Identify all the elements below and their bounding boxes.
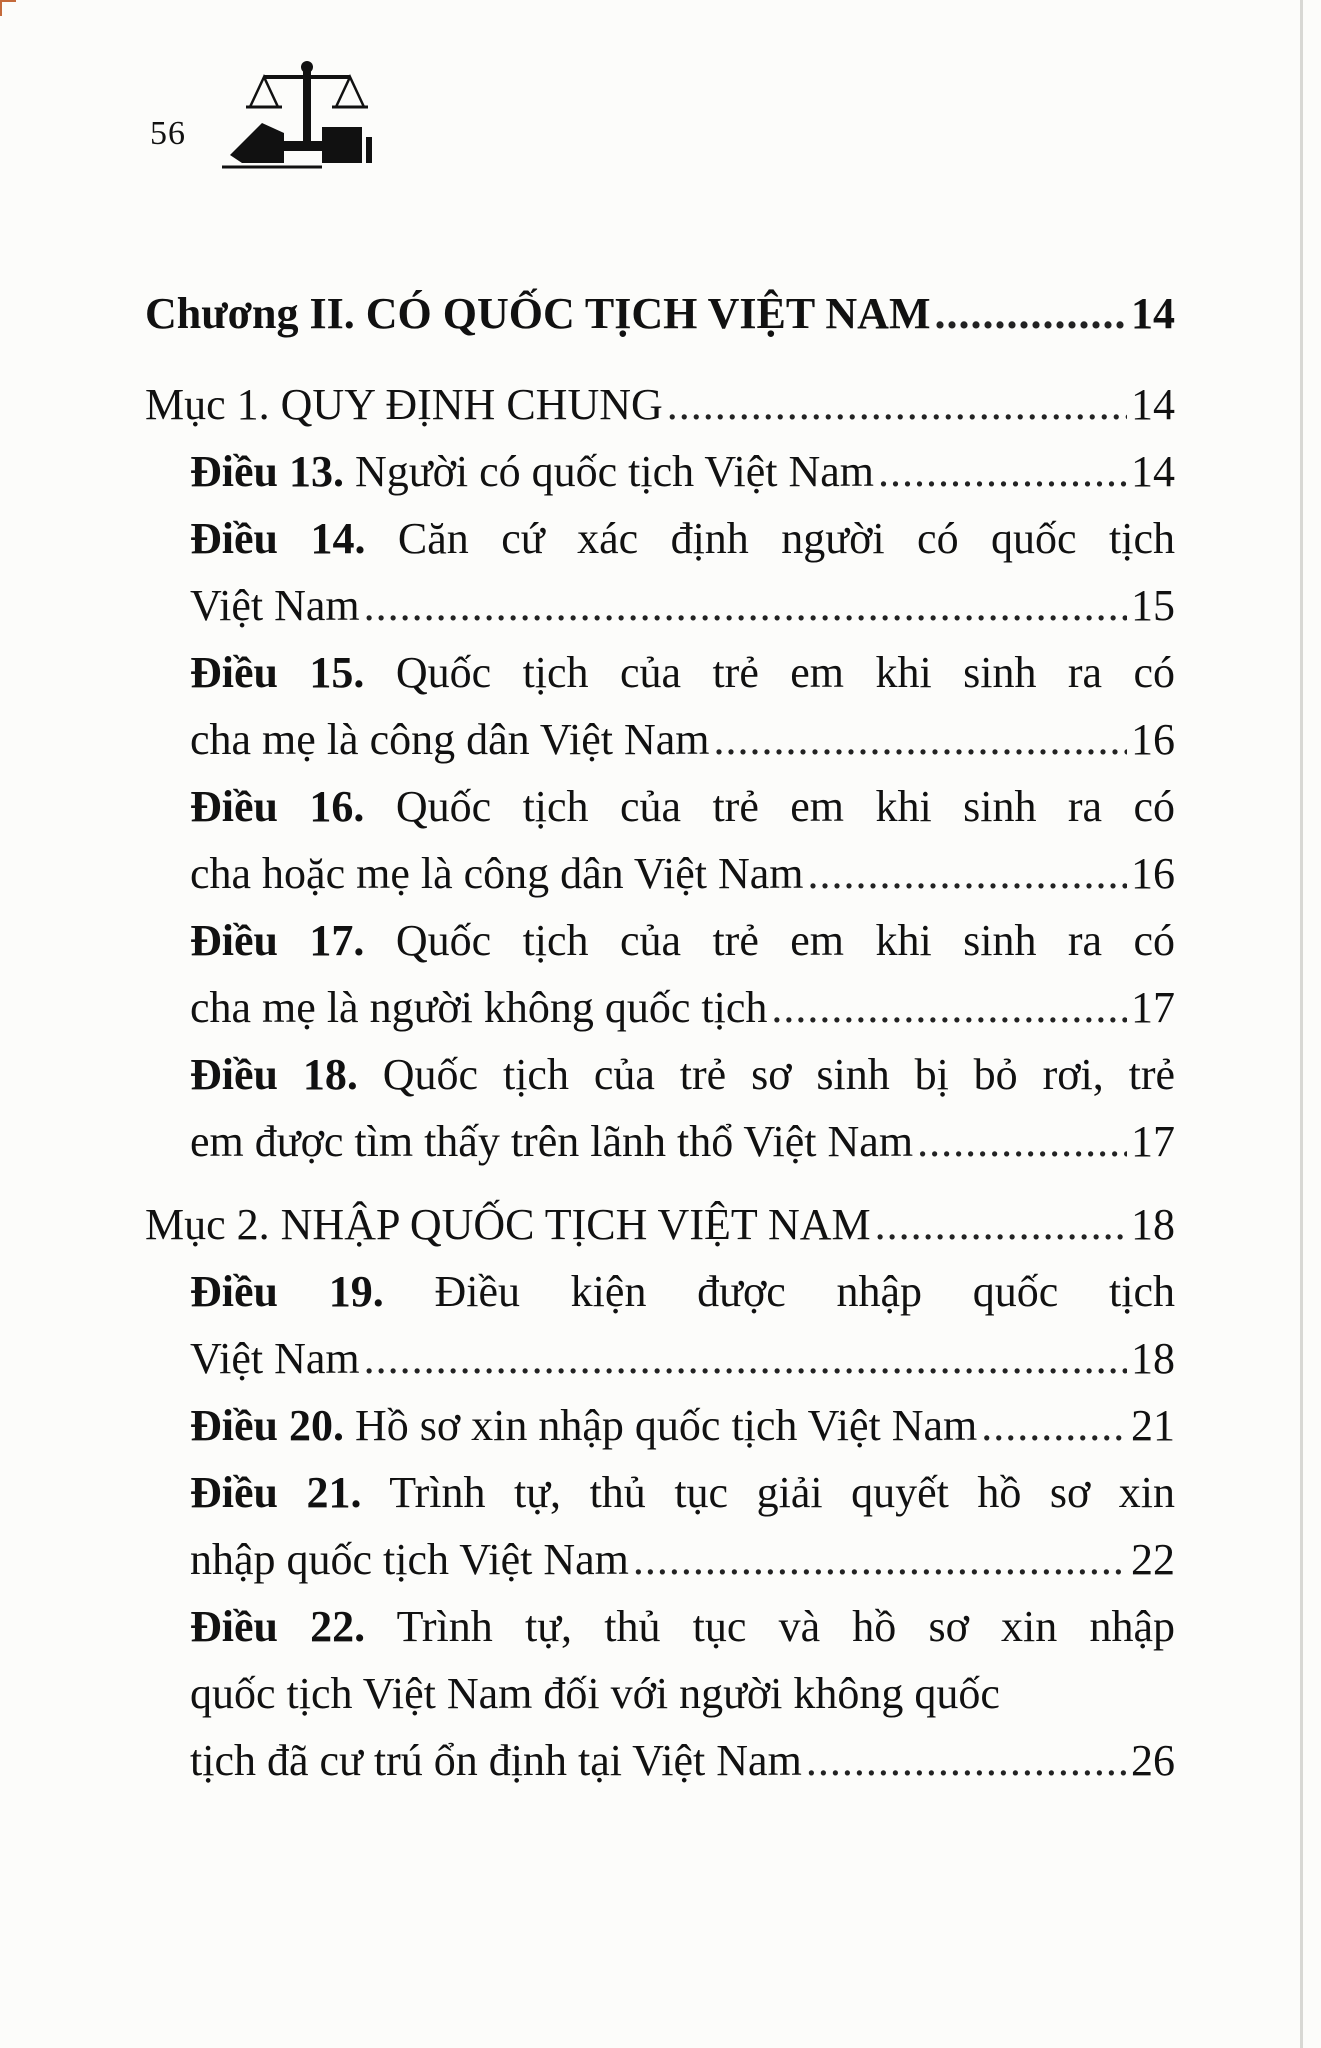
toc-article-cont (145, 572, 1175, 639)
page-number: 56 (150, 115, 186, 152)
page-edge (1300, 0, 1303, 2048)
leader-dots (935, 280, 1128, 347)
page-ref: 16 (1131, 849, 1175, 898)
page-ref: 18 (1131, 1200, 1175, 1249)
leader-dots (713, 706, 1127, 773)
toc-article-cont (145, 1526, 1175, 1593)
section-title: Mục 1. QUY ĐỊNH CHUNG (145, 380, 663, 429)
scales-of-justice-icon (222, 55, 392, 175)
leader-dots (633, 1526, 1127, 1593)
table-of-contents (145, 280, 1175, 1794)
article-number: Điều 14. (190, 514, 366, 563)
article-title-cont: Việt Nam (190, 1334, 360, 1383)
leader-dots (917, 1108, 1127, 1175)
page-ref: 14 (1131, 447, 1175, 496)
toc-article-cont (145, 1727, 1175, 1794)
leader-dots (771, 974, 1127, 1041)
toc-chapter (145, 280, 1175, 347)
toc-article-line (145, 639, 1175, 706)
article-title: Điều kiện được nhập quốc tịch (434, 1267, 1175, 1316)
toc-article-line (145, 773, 1175, 840)
article-title-cont: em được tìm thấy trên lãnh thổ Việt Nam (190, 1117, 914, 1166)
page-ref: 21 (1131, 1401, 1175, 1450)
toc-article-line (145, 1660, 1175, 1727)
section-title: Mục 2. NHẬP QUỐC TỊCH VIỆT NAM (145, 1200, 871, 1249)
page-ref: 14 (1131, 380, 1175, 429)
leader-dots (364, 1325, 1127, 1392)
article-title: Quốc tịch của trẻ em khi sinh ra có (395, 916, 1175, 965)
page-ref: 14 (1131, 289, 1175, 338)
article-title: Căn cứ xác định người có quốc tịch (397, 514, 1175, 563)
article-number: Điều 20. (190, 1401, 344, 1450)
leader-dots (878, 438, 1127, 505)
article-title-cont: tịch đã cư trú ổn định tại Việt Nam (190, 1736, 802, 1785)
article-title-cont: cha hoặc mẹ là công dân Việt Nam (190, 849, 804, 898)
article-title-cont: Việt Nam (190, 581, 360, 630)
article-number: Điều 21. (190, 1468, 362, 1517)
article-title: Hồ sơ xin nhập quốc tịch Việt Nam (355, 1401, 978, 1450)
article-title-cont: cha mẹ là công dân Việt Nam (190, 715, 710, 764)
leader-dots (981, 1392, 1127, 1459)
article-number: Điều 17. (190, 916, 365, 965)
toc-article-line (145, 1041, 1175, 1108)
leader-dots (806, 1727, 1127, 1794)
article-number: Điều 16. (190, 782, 365, 831)
toc-article-cont (145, 1325, 1175, 1392)
article-title-cont: cha mẹ là người không quốc tịch (190, 983, 768, 1032)
toc-article (145, 438, 1175, 505)
toc-article-line (145, 1459, 1175, 1526)
page-ref: 17 (1131, 1117, 1175, 1166)
leader-dots (875, 1191, 1127, 1258)
article-title: Quốc tịch của trẻ em khi sinh ra có (395, 648, 1175, 697)
page-ref: 22 (1131, 1535, 1175, 1584)
article-number: Điều 19. (190, 1267, 384, 1316)
leader-dots (364, 572, 1127, 639)
chapter-title: Chương II. CÓ QUỐC TỊCH VIỆT NAM (145, 289, 931, 338)
toc-article-line (145, 907, 1175, 974)
article-title: Quốc tịch của trẻ sơ sinh bị bỏ rơi, trẻ (382, 1050, 1176, 1099)
toc-article-cont (145, 974, 1175, 1041)
article-title: Người có quốc tịch Việt Nam (355, 447, 874, 496)
toc-section (145, 1191, 1175, 1258)
leader-dots (808, 840, 1127, 907)
article-number: Điều 13. (190, 447, 344, 496)
toc-article (145, 1392, 1175, 1459)
page-ref: 17 (1131, 983, 1175, 1032)
toc-article-cont (145, 706, 1175, 773)
article-title-cont: quốc tịch Việt Nam đối với người không quốc (190, 1669, 1000, 1718)
page-ref: 15 (1131, 581, 1175, 630)
article-title: Quốc tịch của trẻ em khi sinh ra có (395, 782, 1175, 831)
article-title: Trình tự, thủ tục và hồ sơ xin nhập (396, 1602, 1175, 1651)
article-title-cont: nhập quốc tịch Việt Nam (190, 1535, 629, 1584)
page-ref: 16 (1131, 715, 1175, 764)
toc-article-cont (145, 840, 1175, 907)
article-title: Trình tự, thủ tục giải quyết hồ sơ xin (389, 1468, 1176, 1517)
article-number: Điều 18. (190, 1050, 358, 1099)
page-ref: 18 (1131, 1334, 1175, 1383)
page-ref: 26 (1131, 1736, 1175, 1785)
article-number: Điều 15. (190, 648, 365, 697)
toc-article-line (145, 1593, 1175, 1660)
toc-article-cont (145, 1108, 1175, 1175)
article-number: Điều 22. (190, 1602, 366, 1651)
toc-article-line (145, 505, 1175, 572)
toc-article-line (145, 1258, 1175, 1325)
leader-dots (667, 371, 1127, 438)
toc-section (145, 371, 1175, 438)
scan-corner-mark (0, 0, 16, 16)
page-header (150, 55, 450, 175)
